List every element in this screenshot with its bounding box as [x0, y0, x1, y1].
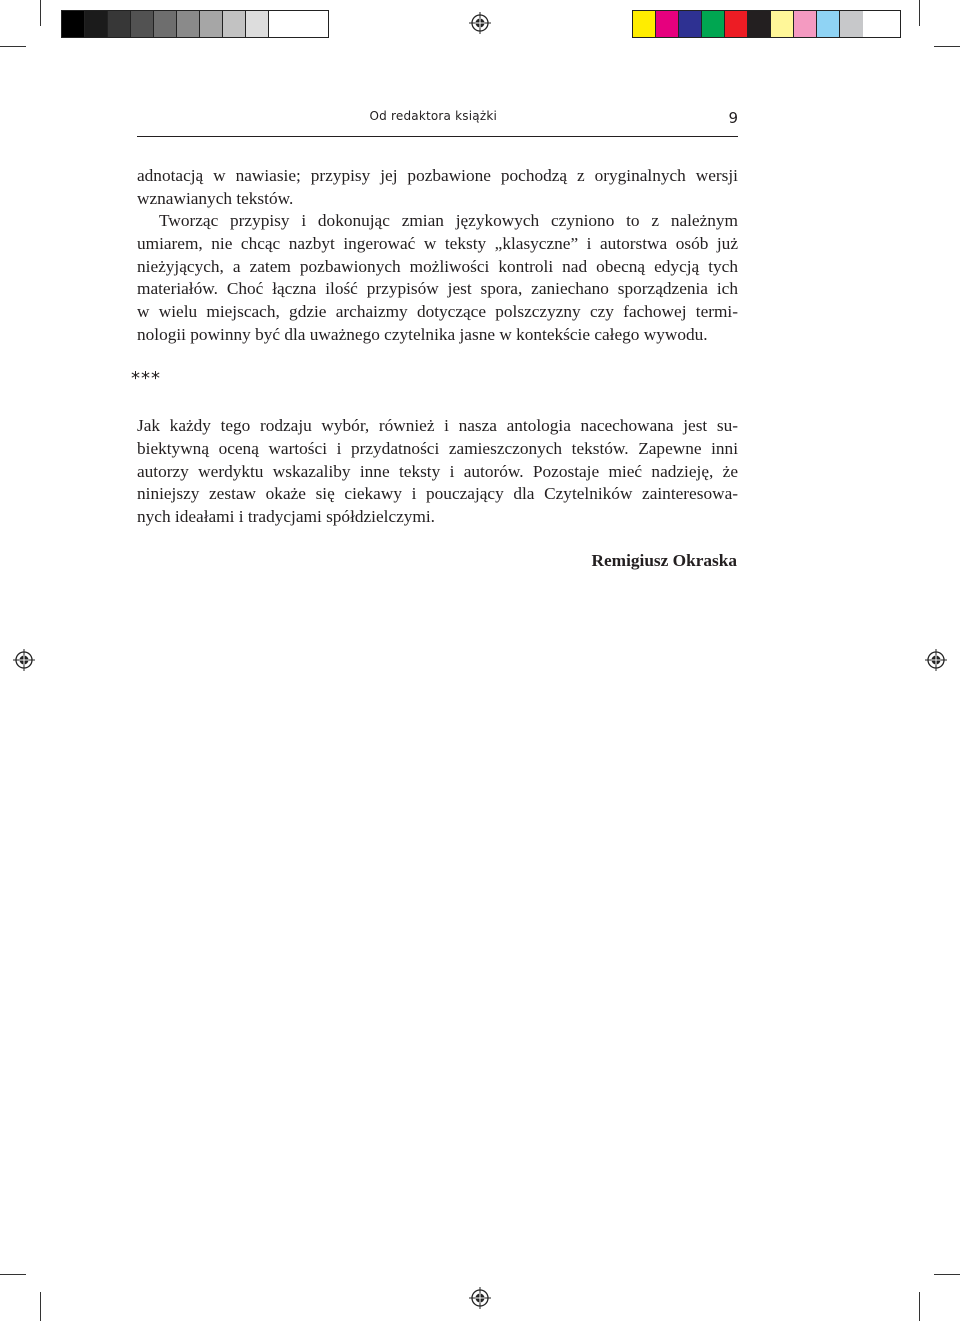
color-swatch	[246, 11, 269, 37]
text-line: wznawianych tekstów.	[137, 188, 294, 208]
text-line: nologii powinny być dla uważnego czytelnika jasne w kontekście całego wywodu.	[137, 324, 708, 344]
text-line: nych ideałami i tradycjami spółdzielczymi.	[137, 507, 436, 527]
registration-mark-icon	[925, 649, 947, 671]
color-swatch	[725, 11, 748, 37]
color-swatch	[794, 11, 817, 37]
text-line: autorzy werdyktu wskazaliby inne teksty i autorów. Pozostaje mieć nadzieję, że	[137, 461, 738, 481]
color-swatch	[108, 11, 131, 37]
color-swatch	[840, 11, 863, 37]
crop-mark	[919, 1292, 920, 1321]
color-control-bar	[632, 10, 901, 38]
color-swatch	[771, 11, 794, 37]
color-swatch	[177, 11, 200, 37]
color-swatch	[131, 11, 154, 37]
text-line: w wielu miejscach, gdzie archaizmy dotyczące polszczyzny czy fachowej termi-	[137, 302, 738, 322]
text-line: adnotacją w nawiasie; przypisy jej pozbawione pochodzą z oryginalnych wersji	[137, 166, 738, 185]
color-swatch	[62, 11, 85, 37]
color-swatch	[656, 11, 679, 37]
text-line: umiarem, nie chcąc nazbyt ingerować w teksty „klasyczne” i autorstwa osób już	[137, 233, 738, 253]
paragraph	[137, 165, 738, 211]
crop-mark	[934, 1274, 960, 1275]
section-separator: ***	[131, 368, 161, 389]
crop-mark	[0, 1274, 26, 1275]
registration-mark-icon	[13, 649, 35, 671]
paragraph	[137, 415, 738, 529]
text-line: Jak każdy tego rodzaju wybór, również i nasza antologia nacechowana jest su-	[137, 416, 738, 435]
color-swatch	[223, 11, 246, 37]
text-line: materiałów. Choć łączna ilość przypisów jest spora, zaniechano sporządzenia ich	[137, 279, 738, 299]
text-line: niniejszy zestaw okaże się ciekawy i pouczający dla Czytelników zainteresowa-	[137, 484, 738, 504]
crop-mark	[40, 1292, 41, 1321]
crop-mark	[40, 0, 41, 26]
text-line: biektywną oceną wartości i przydatności zamieszczonych tekstów. Zapewne inni	[137, 438, 738, 458]
color-swatch	[748, 11, 771, 37]
text-line: nieżyjących, a zatem pozbawionych możliwości kontroli nad obecną edycją tych	[137, 256, 738, 276]
grayscale-control-bar	[61, 10, 329, 38]
registration-mark-icon	[469, 1287, 491, 1309]
crop-mark	[0, 46, 26, 47]
color-swatch	[269, 11, 292, 37]
paragraph	[137, 210, 738, 347]
crop-mark	[919, 0, 920, 26]
running-head-title: Od redaktora książki	[369, 109, 497, 123]
color-swatch	[85, 11, 108, 37]
crop-mark	[934, 46, 960, 47]
text-line: Tworząc przypisy i dokonując zmian językowych czyniono to z należnym	[159, 211, 738, 230]
color-swatch	[200, 11, 223, 37]
header-rule	[137, 136, 738, 137]
color-swatch	[679, 11, 702, 37]
page-number: 9	[728, 109, 738, 127]
registration-mark-icon	[469, 12, 491, 34]
color-swatch	[702, 11, 725, 37]
author-signature: Remigiusz Okraska	[591, 551, 737, 570]
color-swatch	[817, 11, 840, 37]
color-swatch	[154, 11, 177, 37]
color-swatch	[633, 11, 656, 37]
